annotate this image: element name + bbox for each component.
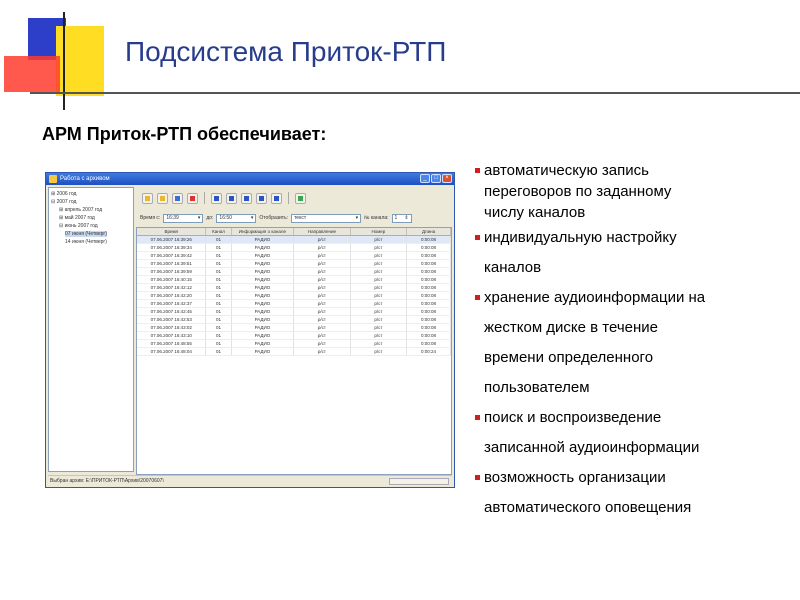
feature-item-line: переговоров по заданному bbox=[484, 183, 672, 200]
table-cell: 07.06.2007 16:40:15 bbox=[137, 275, 206, 283]
feature-item bbox=[474, 160, 794, 223]
feature-item bbox=[474, 463, 794, 523]
table-cell: РАДИО bbox=[231, 323, 294, 331]
records-table bbox=[136, 227, 452, 475]
table-header-row bbox=[137, 228, 451, 235]
table-cell: РАДИО bbox=[231, 251, 294, 259]
channel-stepper[interactable]: 1 ⇕ bbox=[392, 214, 412, 223]
status-progress bbox=[389, 478, 449, 485]
table-cell: р/ст bbox=[350, 235, 406, 243]
table-cell: р/ст bbox=[294, 331, 350, 339]
table-cell: р/ст bbox=[294, 235, 350, 243]
tree-item-june-07[interactable]: 07 июня (Четверг) bbox=[65, 231, 107, 237]
play-icon[interactable] bbox=[241, 193, 252, 204]
table-cell: 0:00:08 bbox=[407, 243, 451, 251]
window-titlebar bbox=[46, 173, 454, 185]
status-bar bbox=[48, 475, 452, 486]
table-cell: 07.06.2007 16:39:59 bbox=[137, 267, 206, 275]
table-row[interactable] bbox=[137, 307, 451, 315]
table-cell: 01 bbox=[206, 251, 231, 259]
time-to-label: до: bbox=[206, 215, 214, 221]
table-cell: р/ст bbox=[294, 259, 350, 267]
maximize-button[interactable]: □ bbox=[431, 174, 441, 183]
toolbar-separator bbox=[288, 192, 289, 204]
table-cell: р/ст bbox=[350, 339, 406, 347]
show-select[interactable]: текст ▾ bbox=[291, 214, 361, 223]
app-icon bbox=[49, 175, 57, 183]
table-cell: 0:00:24 bbox=[407, 347, 451, 355]
col-header-channel-info[interactable]: Информация о канале bbox=[231, 228, 294, 235]
table-row[interactable] bbox=[137, 291, 451, 299]
feature-item-line: жестком диске в течение bbox=[484, 319, 659, 336]
table-cell: 0:00:08 bbox=[407, 339, 451, 347]
tree-item-april-2007[interactable]: ⊞ апрель 2007 год bbox=[59, 207, 103, 213]
decorative-corner bbox=[0, 0, 110, 115]
table-cell: р/ст bbox=[350, 275, 406, 283]
table-cell: 0:00:08 bbox=[407, 283, 451, 291]
table-cell: р/ст bbox=[350, 243, 406, 251]
table-cell: 07.06.2007 16:39:34 bbox=[137, 243, 206, 251]
table-cell: 0:00:08 bbox=[407, 331, 451, 339]
col-header-length[interactable]: Длина bbox=[407, 228, 451, 235]
col-header-direction[interactable]: Направление bbox=[294, 228, 350, 235]
table-cell: р/ст bbox=[350, 291, 406, 299]
filter-bar bbox=[138, 211, 450, 225]
rewind-icon[interactable] bbox=[211, 193, 222, 204]
table-row[interactable] bbox=[137, 259, 451, 267]
table-cell: РАДИО bbox=[231, 275, 294, 283]
table-cell: 0:00:08 bbox=[407, 315, 451, 323]
table-cell: 01 bbox=[206, 275, 231, 283]
folder-icon[interactable] bbox=[157, 193, 168, 204]
show-label: Отобразить: bbox=[259, 215, 289, 221]
tree-item-2006[interactable]: ⊞ 2006 год bbox=[51, 191, 77, 197]
table-cell: 0:00:08 bbox=[407, 323, 451, 331]
feature-list bbox=[474, 160, 794, 523]
table-row[interactable] bbox=[137, 267, 451, 275]
table-row[interactable] bbox=[137, 347, 451, 355]
tree-item-june-14[interactable]: 14 июня (Четверг) bbox=[65, 239, 107, 245]
table-cell: РАДИО bbox=[231, 347, 294, 355]
table-cell: р/ст bbox=[294, 347, 350, 355]
table-cell: 07.06.2007 16:42:20 bbox=[137, 291, 206, 299]
next-icon[interactable] bbox=[256, 193, 267, 204]
table-cell: РАДИО bbox=[231, 243, 294, 251]
table-cell: 07.06.2007 16:39:26 bbox=[137, 235, 206, 243]
table-cell: 01 bbox=[206, 267, 231, 275]
deco-red-square bbox=[4, 56, 60, 92]
table-cell: р/ст bbox=[350, 267, 406, 275]
feature-item bbox=[474, 283, 794, 403]
table-row[interactable] bbox=[137, 275, 451, 283]
table-cell: 07.06.2007 16:42:53 bbox=[137, 315, 206, 323]
table-cell: р/ст bbox=[294, 291, 350, 299]
stop-icon[interactable] bbox=[271, 193, 282, 204]
table-cell: 01 bbox=[206, 243, 231, 251]
table-cell: 0:00:08 bbox=[407, 267, 451, 275]
table-cell: 0:00:08 bbox=[407, 299, 451, 307]
close-button[interactable]: × bbox=[442, 174, 452, 183]
table-cell: 01 bbox=[206, 315, 231, 323]
table-cell: РАДИО bbox=[231, 307, 294, 315]
table-cell: 01 bbox=[206, 331, 231, 339]
feature-item-line: поиск и воспроизведение bbox=[484, 409, 662, 426]
table-cell: р/ст bbox=[350, 259, 406, 267]
table-cell: 0:00:08 bbox=[407, 259, 451, 267]
feature-item-line: времени определенного bbox=[484, 349, 654, 366]
time-to-select[interactable]: 16:50 ▾ bbox=[216, 214, 256, 223]
feature-item-line: числу каналов bbox=[484, 204, 586, 221]
archive-tree bbox=[48, 187, 134, 472]
table-cell: РАДИО bbox=[231, 283, 294, 291]
table-cell: 01 bbox=[206, 339, 231, 347]
table-cell: 01 bbox=[206, 283, 231, 291]
table-cell: р/ст bbox=[294, 323, 350, 331]
table-row[interactable] bbox=[137, 331, 451, 339]
col-header-number[interactable]: Номер bbox=[350, 228, 406, 235]
table-cell: РАДИО bbox=[231, 315, 294, 323]
table-cell: р/ст bbox=[294, 315, 350, 323]
table-cell: р/ст bbox=[294, 339, 350, 347]
table-row[interactable] bbox=[137, 235, 451, 243]
status-text: Выбран архив: E:\ПРИТОК-РТП\Архив\20070607\ bbox=[50, 478, 164, 484]
table-cell: РАДИО bbox=[231, 267, 294, 275]
table-row[interactable] bbox=[137, 299, 451, 307]
table-row[interactable] bbox=[137, 251, 451, 259]
table-cell: р/ст bbox=[350, 251, 406, 259]
table-cell: 07.06.2007 16:43:10 bbox=[137, 331, 206, 339]
table-row[interactable] bbox=[137, 243, 451, 251]
col-header-time[interactable]: Время bbox=[137, 228, 206, 235]
table-row[interactable] bbox=[137, 323, 451, 331]
table-cell: р/ст bbox=[294, 275, 350, 283]
tree-item-june-2007[interactable]: ⊟ июнь 2007 год bbox=[59, 223, 98, 229]
time-from-label: Время с: bbox=[140, 215, 161, 221]
table-cell: 01 bbox=[206, 323, 231, 331]
table-cell: 01 bbox=[206, 299, 231, 307]
table-cell: р/ст bbox=[350, 283, 406, 291]
table-cell: РАДИО bbox=[231, 235, 294, 243]
window-controls bbox=[420, 174, 452, 183]
table-cell: р/ст bbox=[294, 283, 350, 291]
table-cell: 01 bbox=[206, 259, 231, 267]
table-cell: р/ст bbox=[294, 267, 350, 275]
feature-item bbox=[474, 403, 794, 463]
table-cell: р/ст bbox=[350, 299, 406, 307]
channel-label: № канала: bbox=[364, 215, 389, 221]
title-underline bbox=[30, 92, 800, 94]
table-cell: 07.06.2007 16:42:45 bbox=[137, 307, 206, 315]
open-folder-icon[interactable] bbox=[142, 193, 153, 204]
table-cell: 0:00:08 bbox=[407, 291, 451, 299]
table-cell: РАДИО bbox=[231, 299, 294, 307]
table-cell: 07.06.2007 16:48:55 bbox=[137, 339, 206, 347]
table-cell: 01 bbox=[206, 291, 231, 299]
table-cell: 01 bbox=[206, 347, 231, 355]
table-cell: 07.06.2007 16:48:04 bbox=[137, 347, 206, 355]
feature-item-line: каналов bbox=[484, 259, 542, 276]
feature-item-line: автоматического оповещения bbox=[484, 499, 692, 516]
table-cell: РАДИО bbox=[231, 339, 294, 347]
table-cell: р/ст bbox=[294, 299, 350, 307]
table-cell: 0:00:08 bbox=[407, 275, 451, 283]
table-cell: 01 bbox=[206, 235, 231, 243]
feature-item-line: пользователем bbox=[484, 379, 590, 396]
table-row[interactable] bbox=[137, 283, 451, 291]
slide-title: Подсистема Приток-РТП bbox=[125, 36, 447, 67]
table-cell: 0:00:08 bbox=[407, 251, 451, 259]
table-cell: 07.06.2007 16:42:37 bbox=[137, 299, 206, 307]
table-cell: РАДИО bbox=[231, 291, 294, 299]
feature-item-line: записанной аудиоинформации bbox=[484, 439, 700, 456]
table-cell: р/ст bbox=[350, 307, 406, 315]
table-cell: р/ст bbox=[350, 331, 406, 339]
feature-item-line: автоматическую запись bbox=[484, 162, 649, 179]
feature-item-line: индивидуальную настройку bbox=[484, 229, 677, 246]
feature-item-line: возможность организации bbox=[484, 469, 666, 486]
time-from-select[interactable]: 16:39 ▾ bbox=[163, 214, 203, 223]
document-icon[interactable] bbox=[295, 193, 306, 204]
tree-item-2007[interactable]: ⊟ 2007 год bbox=[51, 199, 77, 205]
table-cell: 01 bbox=[206, 307, 231, 315]
table-cell: 07.06.2007 16:39:42 bbox=[137, 251, 206, 259]
toolbar-separator bbox=[204, 192, 205, 204]
tree-item-may-2007[interactable]: ⊞ май 2007 год bbox=[59, 215, 95, 221]
table-cell: р/ст bbox=[350, 315, 406, 323]
table-cell: 07.06.2007 16:42:12 bbox=[137, 283, 206, 291]
table-cell: 07.06.2007 16:43:02 bbox=[137, 323, 206, 331]
table-cell: р/ст bbox=[350, 347, 406, 355]
previous-icon[interactable] bbox=[226, 193, 237, 204]
table-cell: 0:00:08 bbox=[407, 235, 451, 243]
feature-item-line: хранение аудиоинформации на bbox=[484, 289, 706, 306]
table-cell: РАДИО bbox=[231, 259, 294, 267]
delete-icon[interactable] bbox=[187, 193, 198, 204]
export-icon[interactable] bbox=[172, 193, 183, 204]
table-cell: р/ст bbox=[294, 243, 350, 251]
archive-window-screenshot bbox=[45, 172, 455, 488]
table-row[interactable] bbox=[137, 315, 451, 323]
minimize-button[interactable]: _ bbox=[420, 174, 430, 183]
window-title: Работа с архивом bbox=[60, 176, 110, 182]
table-cell: р/ст bbox=[350, 323, 406, 331]
table-row[interactable] bbox=[137, 339, 451, 347]
col-header-channel[interactable]: Канал bbox=[206, 228, 231, 235]
table-cell: р/ст bbox=[294, 307, 350, 315]
deco-vertical-line bbox=[63, 12, 65, 110]
table-cell: РАДИО bbox=[231, 331, 294, 339]
slide-subtitle: АРМ Приток-РТП обеспечивает: bbox=[42, 124, 327, 144]
table-cell: 0:00:08 bbox=[407, 307, 451, 315]
table-cell: р/ст bbox=[294, 251, 350, 259]
archive-toolbar bbox=[138, 189, 450, 207]
table-cell: 07.06.2007 16:39:51 bbox=[137, 259, 206, 267]
feature-item bbox=[474, 223, 794, 283]
